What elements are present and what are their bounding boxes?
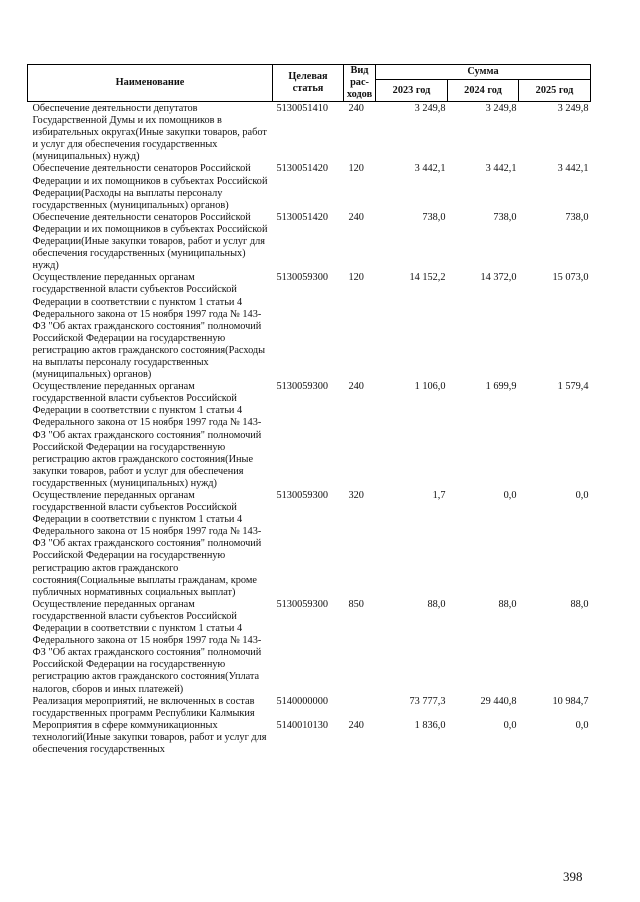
header-2024: 2024 год — [448, 80, 519, 102]
row-vid: 240 — [348, 103, 364, 114]
header-name: Наименование — [28, 65, 273, 102]
header-vid: Вид рас-ходов — [344, 65, 376, 102]
row-code: 5130051410 — [276, 103, 328, 114]
page-number: 398 — [563, 869, 583, 884]
row-name: Мероприятия в сфере коммуникационных технологий(Иные закупки товаров, работ и услуг для обеспечения государственных — [32, 719, 267, 755]
table-row — [28, 696, 591, 720]
row-name: Осуществление переданных органам государственной власти субъектов Российской Федерации в соответствии с пунктом 1 статьи 4 Федерального закона от 15 ноября 1997 года № 143-ФЗ "Об актах гражданского состояния" полномочий Российской Федерации на государственную регистрацию актов гражданского состояния(Социальные выплаты гражданам, кроме публичных нормативных социальных выплат) — [32, 490, 262, 598]
row-2023: 88,0 — [427, 598, 446, 610]
row-code: 5140000000 — [276, 695, 328, 707]
row-2025: 15 073,0 — [552, 272, 589, 284]
table-row — [28, 381, 591, 490]
table-row — [28, 599, 591, 696]
row-2025: 1 579,4 — [557, 381, 589, 393]
row-name: Реализация мероприятий, не включенных в состав государственных программ Республики Калмыкия — [32, 695, 255, 719]
row-vid: 240 — [348, 381, 364, 393]
row-2025: 3 442,1 — [557, 163, 589, 175]
header-2025: 2025 год — [519, 80, 591, 102]
row-2023: 1,7 — [432, 490, 446, 501]
row-2025: 0,0 — [575, 719, 589, 731]
row-name: Осуществление переданных органам государственной власти субъектов Российской Федерации в соответствии с пунктом 1 статьи 4 Федерального закона от 15 ноября 1997 года № 143-ФЗ "Об актах гражданского состояния" полномочий Российской Федерации на государственную регистрацию актов гражданского состояния(Расходы на выплаты персоналу государственных (муниципальных) органов) — [32, 272, 266, 381]
row-code: 5130051420 — [276, 163, 328, 175]
row-name: Обеспечение деятельности депутатов Государственной Думы и их помощников в избирательных округах(Иные закупки товаров, работ и услуг для обеспечения государственных (муниципальных) нужд) — [32, 103, 267, 163]
row-2025: 10 984,7 — [552, 695, 589, 707]
table-row — [28, 163, 591, 211]
row-2024: 1 699,9 — [485, 381, 517, 393]
row-2025: 738,0 — [565, 211, 589, 223]
table-row — [28, 272, 591, 381]
row-vid: 320 — [348, 490, 364, 501]
row-2024: 3 442,1 — [485, 163, 517, 175]
row-name: Обеспечение деятельности сенаторов Российской Федерации и их помощников в субъектах Российской Федерации(Иные закупки товаров, работ и услуг для обеспечения государственных (муниципальных) нужд) — [32, 211, 268, 272]
row-vid: 240 — [348, 719, 364, 731]
row-2025: 0,0 — [575, 490, 589, 501]
row-name: Осуществление переданных органам государственной власти субъектов Российской Федерации в соответствии с пунктом 1 статьи 4 Федерального закона от 15 ноября 1997 года № 143-ФЗ "Об актах гражданского состояния" полномочий Российской Федерации на государственную регистрацию актов гражданского состояния(Уплата налогов, сборов и иных платежей) — [32, 598, 262, 695]
row-2023: 73 777,3 — [409, 695, 446, 707]
row-name: Обеспечение деятельности сенаторов Российской Федерации и их помощников в субъектах Российской Федерации(Расходы на выплаты персоналу государственных (муниципальных) органов) — [32, 163, 268, 211]
row-code: 5130051420 — [276, 211, 328, 223]
row-2024: 29 440,8 — [480, 695, 517, 707]
table-row — [28, 490, 591, 599]
row-code: 5130059300 — [276, 381, 328, 393]
row-vid: 240 — [348, 211, 364, 223]
table-row — [28, 102, 591, 164]
row-2023: 3 249,8 — [414, 103, 446, 114]
row-code: 5140010130 — [276, 719, 328, 731]
table-row — [28, 720, 591, 756]
row-code: 5130059300 — [276, 272, 328, 284]
row-2025: 88,0 — [570, 598, 589, 610]
row-2023: 738,0 — [422, 211, 446, 223]
row-2024: 0,0 — [503, 490, 517, 501]
row-vid: 120 — [348, 163, 364, 175]
header-2023: 2023 год — [376, 80, 448, 102]
row-2024: 3 249,8 — [485, 103, 517, 114]
header-sum: Сумма — [376, 65, 591, 80]
row-2024: 738,0 — [493, 211, 517, 223]
table-row — [28, 212, 591, 272]
row-2025: 3 249,8 — [557, 103, 589, 114]
row-2024: 0,0 — [503, 719, 517, 731]
row-vid: 850 — [348, 598, 364, 610]
header-code: Целевая статья — [273, 65, 344, 102]
row-2023: 1 106,0 — [414, 381, 446, 393]
row-2023: 14 152,2 — [409, 272, 446, 284]
row-2024: 88,0 — [498, 598, 517, 610]
row-vid: 120 — [348, 272, 364, 284]
row-2023: 3 442,1 — [414, 163, 446, 175]
row-name: Осуществление переданных органам государственной власти субъектов Российской Федерации в соответствии с пунктом 1 статьи 4 Федерального закона от 15 ноября 1997 года № 143-ФЗ "Об актах гражданского состояния" полномочий Российской Федерации на государственную регистрацию актов гражданского состояния(Иные закупки товаров, работ и услуг для обеспечения государственных (муниципальных) нужд) — [32, 381, 262, 489]
row-code: 5130059300 — [276, 490, 328, 501]
row-2024: 14 372,0 — [480, 272, 517, 284]
row-code: 5130059300 — [276, 598, 328, 610]
row-2023: 1 836,0 — [414, 719, 446, 731]
budget-table — [27, 64, 591, 756]
row-vid — [344, 696, 376, 720]
